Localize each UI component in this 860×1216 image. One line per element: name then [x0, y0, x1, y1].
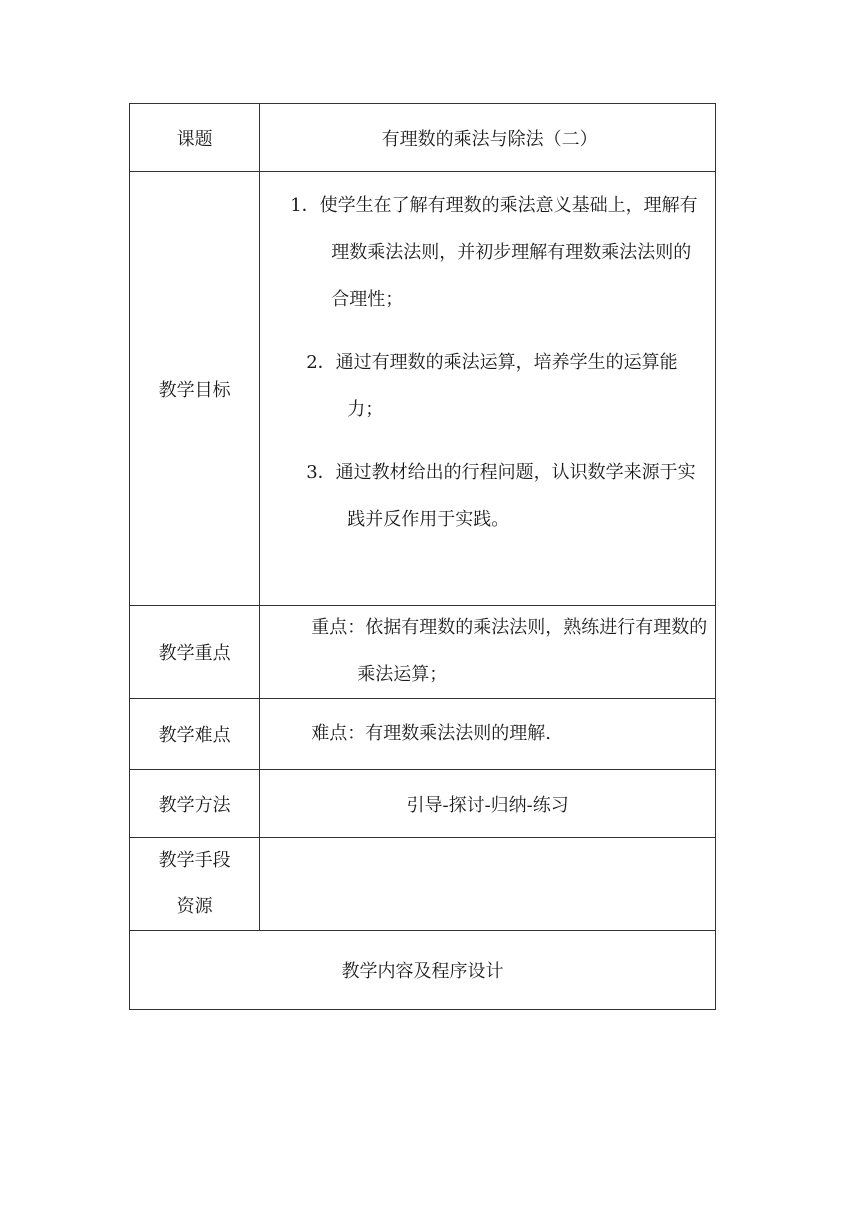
title-row	[130, 104, 716, 172]
key-point-row	[130, 606, 716, 699]
difficulty-label: 教学难点	[130, 699, 260, 770]
difficulty-row	[130, 699, 716, 770]
key-point-text: 重点：依据有理数的乘法法则，熟练进行有理数的乘法运算；	[311, 617, 708, 685]
content-row	[130, 931, 716, 1010]
method-text: 引导-探讨-归纳-练习	[260, 770, 716, 838]
method-label: 教学方法	[130, 770, 260, 838]
resources-label	[130, 838, 260, 931]
objective-item: 1．使学生在了解有理数的乘法意义基础上，理解有理数乘法法则，并初步理解有理数乘法法则的合理性；	[290, 195, 698, 310]
title-label: 课题	[130, 104, 260, 172]
objective-item: 2．通过有理数的乘法运算，培养学生的运算能力；	[306, 352, 678, 420]
objectives-row	[130, 172, 716, 606]
objective-item: 3．通过教材给出的行程问题，认识数学来源于实践并反作用于实践。	[306, 462, 696, 530]
key-point-label: 教学重点	[130, 606, 260, 699]
resources-label-line1: 教学手段	[158, 850, 231, 871]
difficulty-text: 难点：有理数乘法法则的理解.	[311, 723, 551, 744]
content-design-heading: 教学内容及程序设计	[130, 931, 716, 1010]
lesson-title: 有理数的乘法与除法（二）	[260, 104, 716, 172]
key-point-cell	[260, 606, 716, 699]
resources-row	[130, 838, 716, 931]
lesson-plan-table	[129, 103, 716, 1010]
objectives-list	[260, 172, 716, 606]
method-row	[130, 770, 716, 838]
difficulty-cell	[260, 699, 716, 770]
resources-value	[260, 838, 716, 931]
resources-label-line2: 资源	[176, 896, 213, 917]
objectives-label: 教学目标	[130, 172, 260, 606]
